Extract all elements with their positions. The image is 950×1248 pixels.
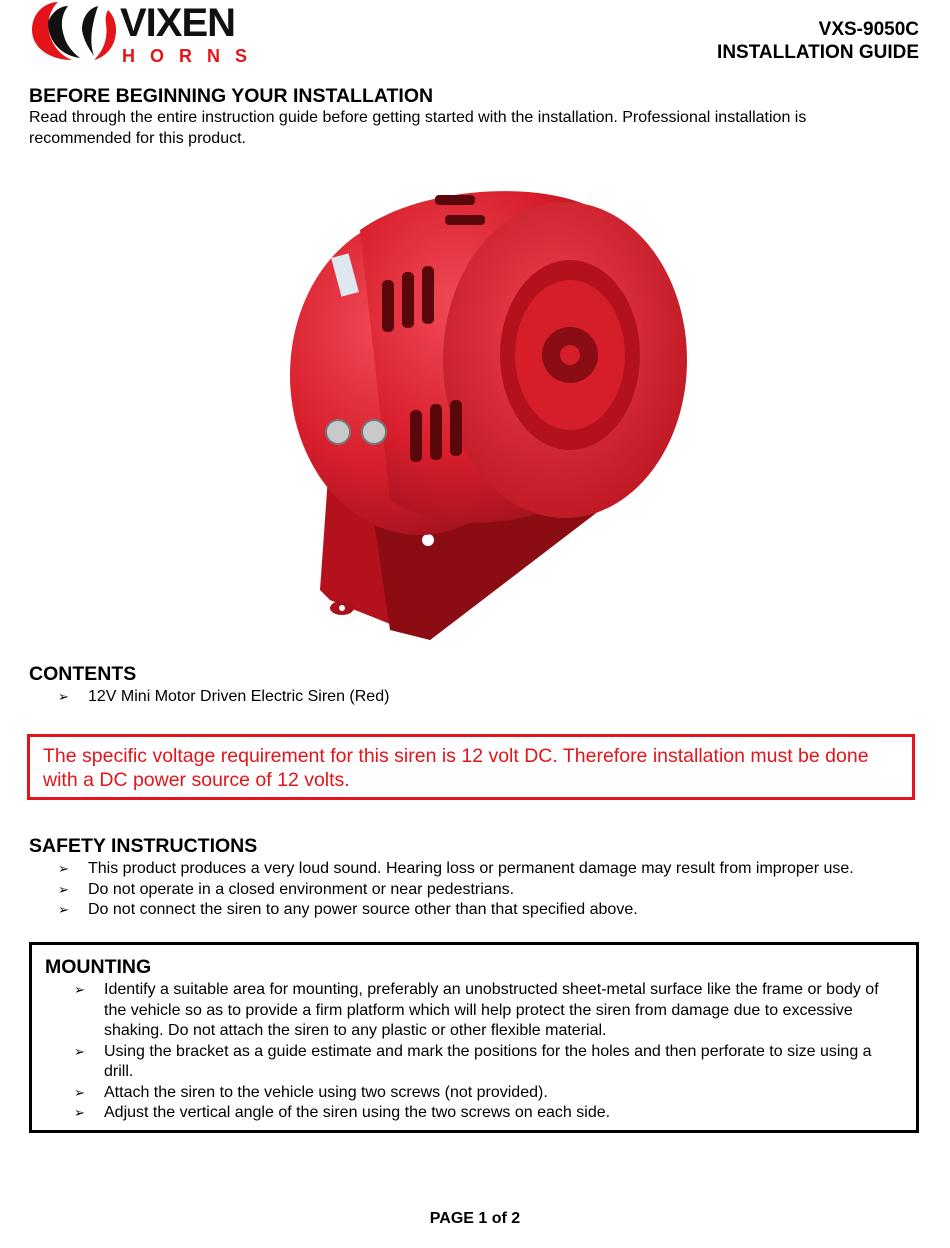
list-item [45,1042,904,1083]
arrow-bullet-icon: ➢ [58,902,69,917]
mounting-item-text: Using the bracket as a guide estimate and mark the positions for the holes and then perforate to size using a drill. [104,1042,872,1080]
arrow-bullet-icon: ➢ [74,1043,85,1059]
safety-item-text: Do not connect the siren to any power source other than that specified above. [88,901,638,918]
voltage-warning-box [27,734,915,800]
before-text: Read through the entire instruction guide before getting started with the installation. Professional installation is recommended for this product. [29,109,807,147]
mounting-item-text: Attach the siren to the vehicle using two screws (not provided). [104,1083,548,1101]
document-header [717,18,919,64]
logo-word-horns: HORNS [122,46,263,66]
mounting-box [29,942,919,1133]
arrow-bullet-icon: ➢ [58,861,69,876]
list-item [29,880,919,901]
logo-word-vixen: VIXEN [120,1,236,45]
arrow-bullet-icon: ➢ [58,881,69,897]
voltage-warning-text: The specific voltage requirement for this siren is 12 volt DC. Therefore installation must be done with a DC power source of 12 volts. [43,745,869,791]
arrow-bullet-icon: ➢ [74,1084,85,1100]
contents-item-text: 12V Mini Motor Driven Electric Siren (Red) [88,688,390,705]
contents-section [29,663,909,708]
list-item [45,1103,904,1124]
safety-section [29,835,919,921]
arrow-bullet-icon: ➢ [74,1105,85,1120]
list-item [45,1083,904,1104]
arrow-bullet-icon: ➢ [74,982,85,997]
siren-product-image [270,160,700,650]
page-number: PAGE 1 of 2 [429,1210,521,1227]
list-item [45,980,904,1042]
document-title: INSTALLATION GUIDE [717,42,919,63]
before-section [29,85,909,149]
safety-heading: SAFETY INSTRUCTIONS [29,835,258,857]
mounting-heading: MOUNTING [45,956,152,978]
safety-item-text: Do not operate in a closed environment or near pedestrians. [88,880,515,898]
list-item [29,859,919,880]
contents-heading: CONTENTS [29,663,137,685]
mounting-list [45,980,904,1124]
vixen-horns-logo [28,0,284,68]
arrow-bullet-icon: ➢ [58,689,69,704]
list-item [29,900,919,921]
safety-item-text: This product produces a very loud sound. Hearing loss or permanent damage may result from improper use. [88,860,854,877]
before-heading: BEFORE BEGINNING YOUR INSTALLATION [29,85,434,107]
safety-list [29,859,919,921]
mounting-item-text: Identify a suitable area for mounting, preferably an unobstructed sheet-metal surface like the frame or body of the vehicle so as to provide a firm platform which will help protect the siren from damage due to excessive shaking. Do not attach the siren to any plastic or other flexible material. [104,981,879,1039]
list-item [29,687,909,708]
mounting-item-text: Adjust the vertical angle of the siren using the two screws on each side. [104,1104,611,1121]
contents-list [29,687,909,708]
model-number: VXS-9050C [818,19,919,40]
